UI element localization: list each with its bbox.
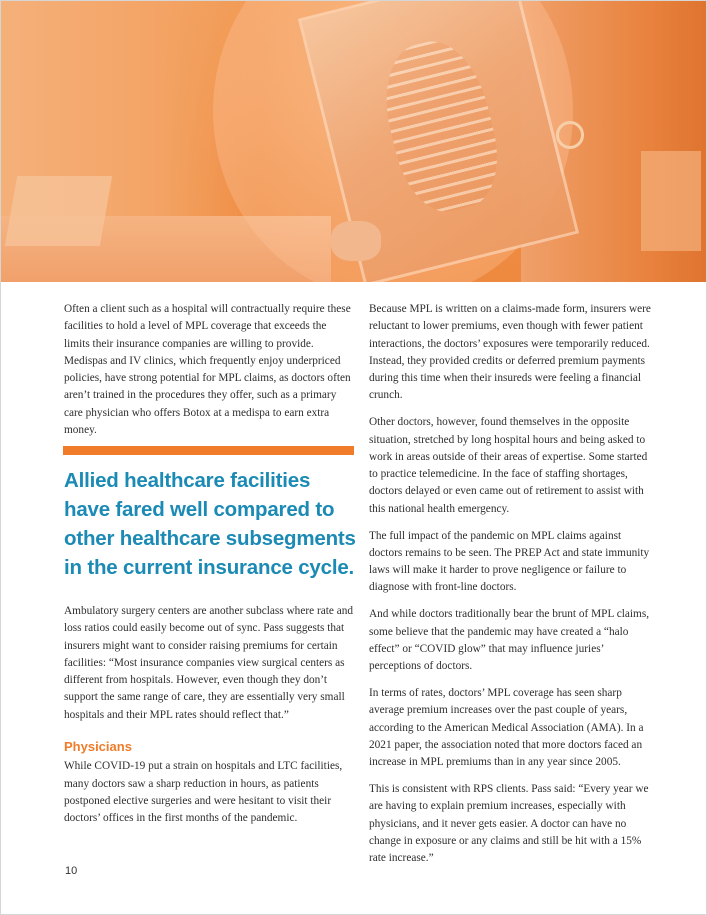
stethoscope-icon (556, 121, 584, 149)
page-number: 10 (65, 865, 78, 877)
paragraph: Because MPL is written on a claims-made form, insurers were reluctant to lower premiums, even though with fewer patient interactions, the doctors’ exposures were temporarily reduced. Instead, they provided credits or deferred premium payments during this time when their insureds were feeling a financial crunch. (369, 303, 651, 402)
callout-accent-bar (63, 446, 354, 455)
paragraph: Ambulatory surgery centers are another subclass where rate and loss ratios could easily become out of sync. Pass suggests that insurers might want to consider raising premiums for certain facilities: “Most insurance companies view surgical centers as different from hospitals. However, even though they don’t support the same range of care, they are essentially very small hospitals and their MPL rates should reflect that.” (64, 605, 354, 721)
pull-quote: Allied healthcare facilities have fared well compared to other healthcare subsegments in the current insurance cycle. (64, 469, 356, 579)
hero-laptop (5, 176, 112, 246)
paragraph: And while doctors traditionally bear the brunt of MPL claims, some believe that the pandemic may have created a “halo effect” or “COVID glow” that may influence juries’ perceptions of doctors. (369, 608, 650, 673)
hero-tablet (641, 151, 701, 251)
right-column (369, 301, 655, 877)
hero-hand (331, 221, 381, 261)
paragraph: Other doctors, however, found themselves in the opposite situation, stretched by long hospital hours and being asked to work in areas outside of their areas of expertise. Some started to practice telemedicine. In the face of staffing shortages, doctors delayed or even came out of retirement to assist with this national health emergency. (369, 416, 648, 515)
left-column-bottom (64, 603, 356, 837)
hero-image (1, 1, 706, 282)
section-heading: Physicians (64, 739, 132, 755)
paragraph: In terms of rates, doctors’ MPL coverage has seen sharp average premium increases over the past couple of years, according to the American Medical Association (AMA). In a 2021 paper, the association noted that more doctors faced an increase in MPL premiums than in any year since 2005. (369, 686, 644, 769)
paragraph: The full impact of the pandemic on MPL claims against doctors remains to be seen. The PREP Act and state immunity laws will make it harder to prove negligence or failure to diagnose with front-line doctors. (369, 529, 650, 594)
paragraph: This is consistent with RPS clients. Pass said: “Every year we are having to explain premium increases, especially with physicians, and it never gets easier. A doctor can have no change in exposure or any claims and still be hit with a 15% rate increase.” (369, 782, 649, 865)
paragraph: Often a client such as a hospital will contractually require these facilities to hold a level of MPL coverage that exceeds the limits their insurance companies are willing to provide. Medispas and IV clinics, which frequently enjoy underpriced policies, have strong potential for MPL claims, as doctors often aren’t trained in the procedures they offer, such as a primary care physician who offers Botox at a medispa to earn extra money. (64, 303, 351, 437)
paragraph: While COVID-19 put a strain on hospitals and LTC facilities, many doctors saw a sharp reduction in hours, as patients postponed elective surgeries and were hesitant to visit their doctors’ offices in the first months of the pandemic. (64, 760, 343, 825)
left-column-top (64, 301, 354, 449)
